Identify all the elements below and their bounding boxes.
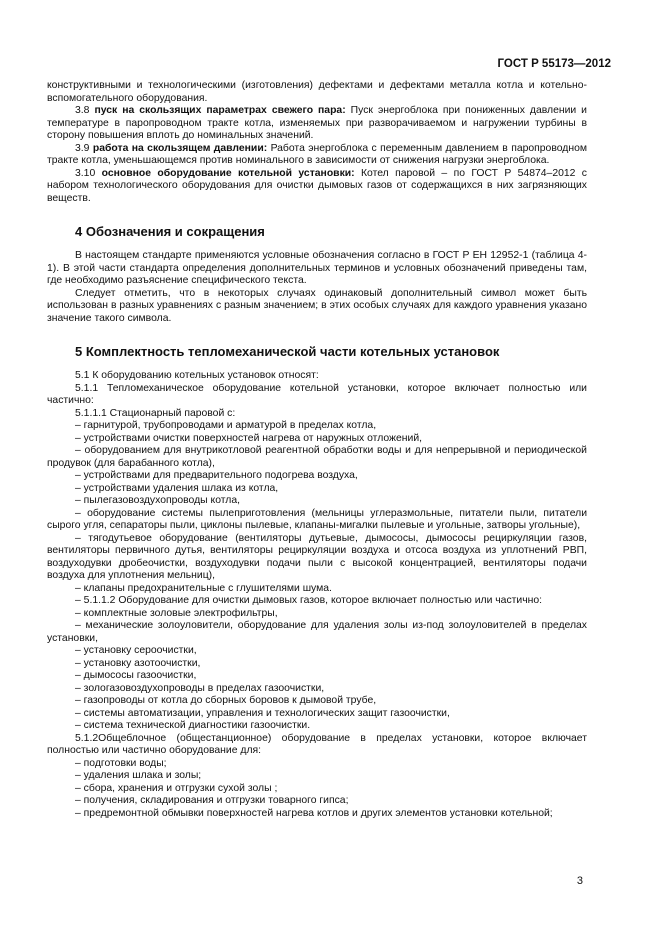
list-item: – системы автоматизации, управления и технологических защит газоочистки, [75, 707, 450, 719]
definition-term: работа на скользящем давлении: [92, 142, 268, 154]
list-item: – механические золоуловители, оборудование для удаления золы из-под золоуловителей в пределах установки, [47, 620, 587, 644]
clause-5-1: 5.1 К оборудованию котельных установок относят: [75, 370, 319, 381]
list-boiler-equipment [47, 420, 587, 733]
page-content [47, 80, 587, 820]
definition-text: Пуск энергоблока при пониженных давлении и температуре в паропроводном тракте котла, изменяемых при разворачиваемом и нагружении турбины в сторону повышения вплоть до номинальных значений. [47, 105, 587, 141]
list-item: – подготовки воды; [75, 757, 167, 769]
clause-5-1-2: 5.1.2Общеблочное (общестанционное) оборудование в пределах установки, которое включает полностью или частично оборудование для: [47, 732, 587, 756]
definition-term: пуск на скользящих параметрах свежего пара: [94, 105, 346, 116]
definition-text: Котел паровой – по ГОСТ Р 54874–2012 с набором технологического оборудования для очистки дымовых газов от содержащихся в них загрязняющих веществ. [47, 167, 587, 204]
list-item: – 5.1.1.2 Оборудование для очистки дымовых газов, которое включает полностью или частично: [75, 595, 543, 606]
definition-3-9: 3.9 работа на скользящем давлении: Работа энергоблока с переменным давлением в паропроводном тракте котла, уменьшающемся против номинального в зависимости от снижения нагрузки энергоблока. [47, 142, 588, 166]
list-item: – установку азотоочистки, [75, 657, 201, 669]
section-5-heading: 5 Комплектность тепломеханической части котельных установок [75, 344, 500, 359]
section-4-heading: 4 Обозначения и сокращения [75, 224, 265, 239]
clause-5-1-1-1: 5.1.1.1 Стационарный паровой с: [75, 407, 236, 419]
list-item: – оборудованием для внутрикотловой реагентной обработки воды и для непрерывной и периодической продувок (для барабанного котла), [47, 445, 587, 469]
list-item: – установку сероочистки, [75, 645, 197, 656]
list-item: – дымососы газоочистки, [75, 670, 197, 681]
list-general-equipment [47, 758, 587, 821]
list-item: – устройствами очистки поверхностей нагрева от наружных отложений, [75, 432, 423, 444]
list-item: – тягодутьевое оборудование (вентиляторы дутьевые, дымососы, дымососы рециркуляции газов, вентиляторы первичного дутья, вентиляторы рециркуляции воздуха и отсоса воздуха из уплотнений РВП, воздуходувки дробеочистки, воздуходувки подачи пыли с высокой концентрацией, вентиляторы подачи воздуха для уплотнения мельниц), [47, 532, 587, 581]
section-4-paragraph-2: Следует отметить, что в некоторых случаях одинаковый дополнительный символ может быть использован в разных уравнениях с разным значением; в этих особых случаях для каждого уравнения указано значение такого символа. [47, 287, 587, 324]
list-item: – предремонтной обмывки поверхностей нагрева котлов и других элементов установки котельной; [75, 807, 553, 819]
list-item: – удаления шлака и золы; [75, 770, 202, 781]
definition-text: Работа энергоблока с переменным давлением в паропроводном тракте котла, уменьшающемся против номинального в зависимости от снижения нагрузки энергоблока. [47, 142, 588, 166]
doc-code: ГОСТ Р 55173—2012 [497, 58, 611, 70]
list-item: – устройствами удаления шлака из котла, [75, 482, 279, 494]
page-number: 3 [576, 875, 583, 887]
definition-3-10: 3.10 основное оборудование котельной установки: Котел паровой – по ГОСТ Р 54874–2012 с набором технологического оборудования для очистки дымовых газов от содержащихся в них загрязняющих веществ. [47, 167, 587, 204]
list-item: – газопроводы от котла до сборных боровов к дымовой трубе, [75, 695, 377, 706]
list-item: – пылегазовоздухопроводы котла, [75, 495, 241, 506]
section-4-paragraph-1: В настоящем стандарте применяются условные обозначения согласно в ГОСТ Р ЕН 12952-1 (таблица 4-1). В этой части стандарта определения дополнительных терминов и условных обозначений приведены там, где необходимо разъяснение специфического текста. [47, 250, 587, 286]
list-item: – клапаны предохранительные с глушителями шума. [75, 582, 332, 594]
paragraph-continuation: конструктивными и технологическими (изготовления) дефектами и дефектами металла котла и котельно-вспомогательного оборудования. [47, 80, 587, 104]
list-item: – система технической диагностики газоочистки. [75, 720, 311, 731]
definition-term: основное оборудование котельной установки: [101, 167, 355, 179]
list-item: – сбора, хранения и отгрузки сухой золы ; [75, 782, 278, 794]
list-item: – зологазовоздухопроводы в пределах газоочистки, [75, 682, 325, 694]
clause-5-1-1: 5.1.1 Тепломеханическое оборудование котельной установки, которое включает полностью или частично: [47, 382, 587, 406]
list-item: – устройствами для предварительного подогрева воздуха, [75, 470, 358, 481]
list-item: – гарнитурой, трубопроводами и арматурой в пределах котла, [75, 420, 377, 431]
definition-3-8: 3.8 пуск на скользящих параметрах свежего пара: Пуск энергоблока при пониженных давлении и температуре в паропроводном тракте котла, изменяемых при разворачиваемом и нагружении турбины в сторону повышения вплоть до номинальных значений. [47, 105, 587, 141]
list-item: – получения, складирования и отгрузки товарного гипса; [75, 795, 349, 806]
list-item: – оборудование системы пылеприготовления (мельницы углеразмольные, питатели пыли, питатели сырого угля, сепараторы пыли, циклоны пылевые, клапаны-мигалки пылевые и угольные, затворы угольные), [47, 507, 587, 531]
list-item: – комплектные золовые электрофильтры, [75, 607, 278, 619]
